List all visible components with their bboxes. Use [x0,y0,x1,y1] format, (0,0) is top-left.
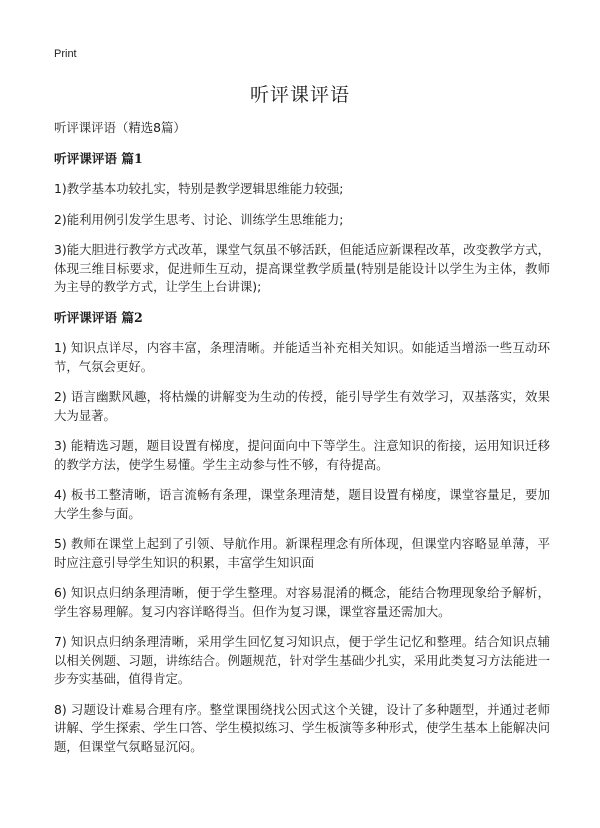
paragraph: 1) 知识点详尽，内容丰富，条理清晰。并能适当补充相关知识。如能适当增添一些互动环节，气氛会更好。 [54,340,550,374]
paragraph: 1)教学基本功较扎实，特别是教学逻辑思维能力较强; [54,181,344,196]
paragraph: 2)能利用例引发学生思考、讨论、训练学生思维能力; [54,211,344,227]
paragraph: 3) 能精选习题，题目设置有梯度，提问面向中下等学生。注意知识的衔接，运用知识迁移的教学方法，使学生易懂。学生主动参与性不够，有待提高。 [54,438,550,472]
paragraph: 6) 知识点归纳条理清晰，便于学生整理。对容易混淆的概念，能结合物理现象给予解析，学生容易理解。复习内容详略得当。但作为复习课，课堂容量还需加大。 [54,585,550,619]
paragraph: 4) 板书工整清晰，语言流畅有条理，课堂条理清楚，题目设置有梯度，课堂容量足，要加大学生参与面。 [54,487,550,521]
print-label: Print [54,48,77,60]
section-2 [54,309,550,757]
document-title: 听评课评语 [249,84,350,106]
paragraph: 2) 语言幽默风趣，将枯燥的讲解变为生动的传授，能引导学生有效学习，双基落实，效果大为显著。 [54,389,550,423]
paragraph: 3)能大胆进行教学方式改革，课堂气氛虽不够活跃，但能适应新课程改革，改变教学方式，体现三维目标要求，促进师生互动，提高课堂教学质量(特别是能设计以学生为主体，教师为主导的教学方式，让学生上台讲课); [54,242,550,294]
paragraph: 7) 知识点归纳条理清晰，采用学生回忆复习知识点，便于学生记忆和整理。结合知识点辅以相关例题、习题，讲练结合。例题规范，针对学生基础少扎实，采用此类复习方法能进一步夯实基础，值得肯定。 [54,634,550,686]
document-body [54,119,550,768]
section-1 [54,150,550,297]
section-heading: 听评课评语 篇2 [54,309,143,325]
section-heading: 听评课评语 篇1 [54,150,143,166]
document-subtitle: 听评课评语（精选8篇） [54,120,186,135]
paragraph: 8) 习题设计难易合理有序。整堂课围绕找公因式这个关键，设计了多种题型，并通过老师讲解、学生探索、学生口答、学生模拟练习、学生板演等多种形式，使学生基本上能解决问题，但课堂气氛略显沉闷。 [54,701,550,754]
paragraph: 5) 教师在课堂上起到了引领、导航作用。新课程理念有所体现，但课堂内容略显单薄，平时应注意引导学生知识的积累，丰富学生知识面 [54,536,550,570]
